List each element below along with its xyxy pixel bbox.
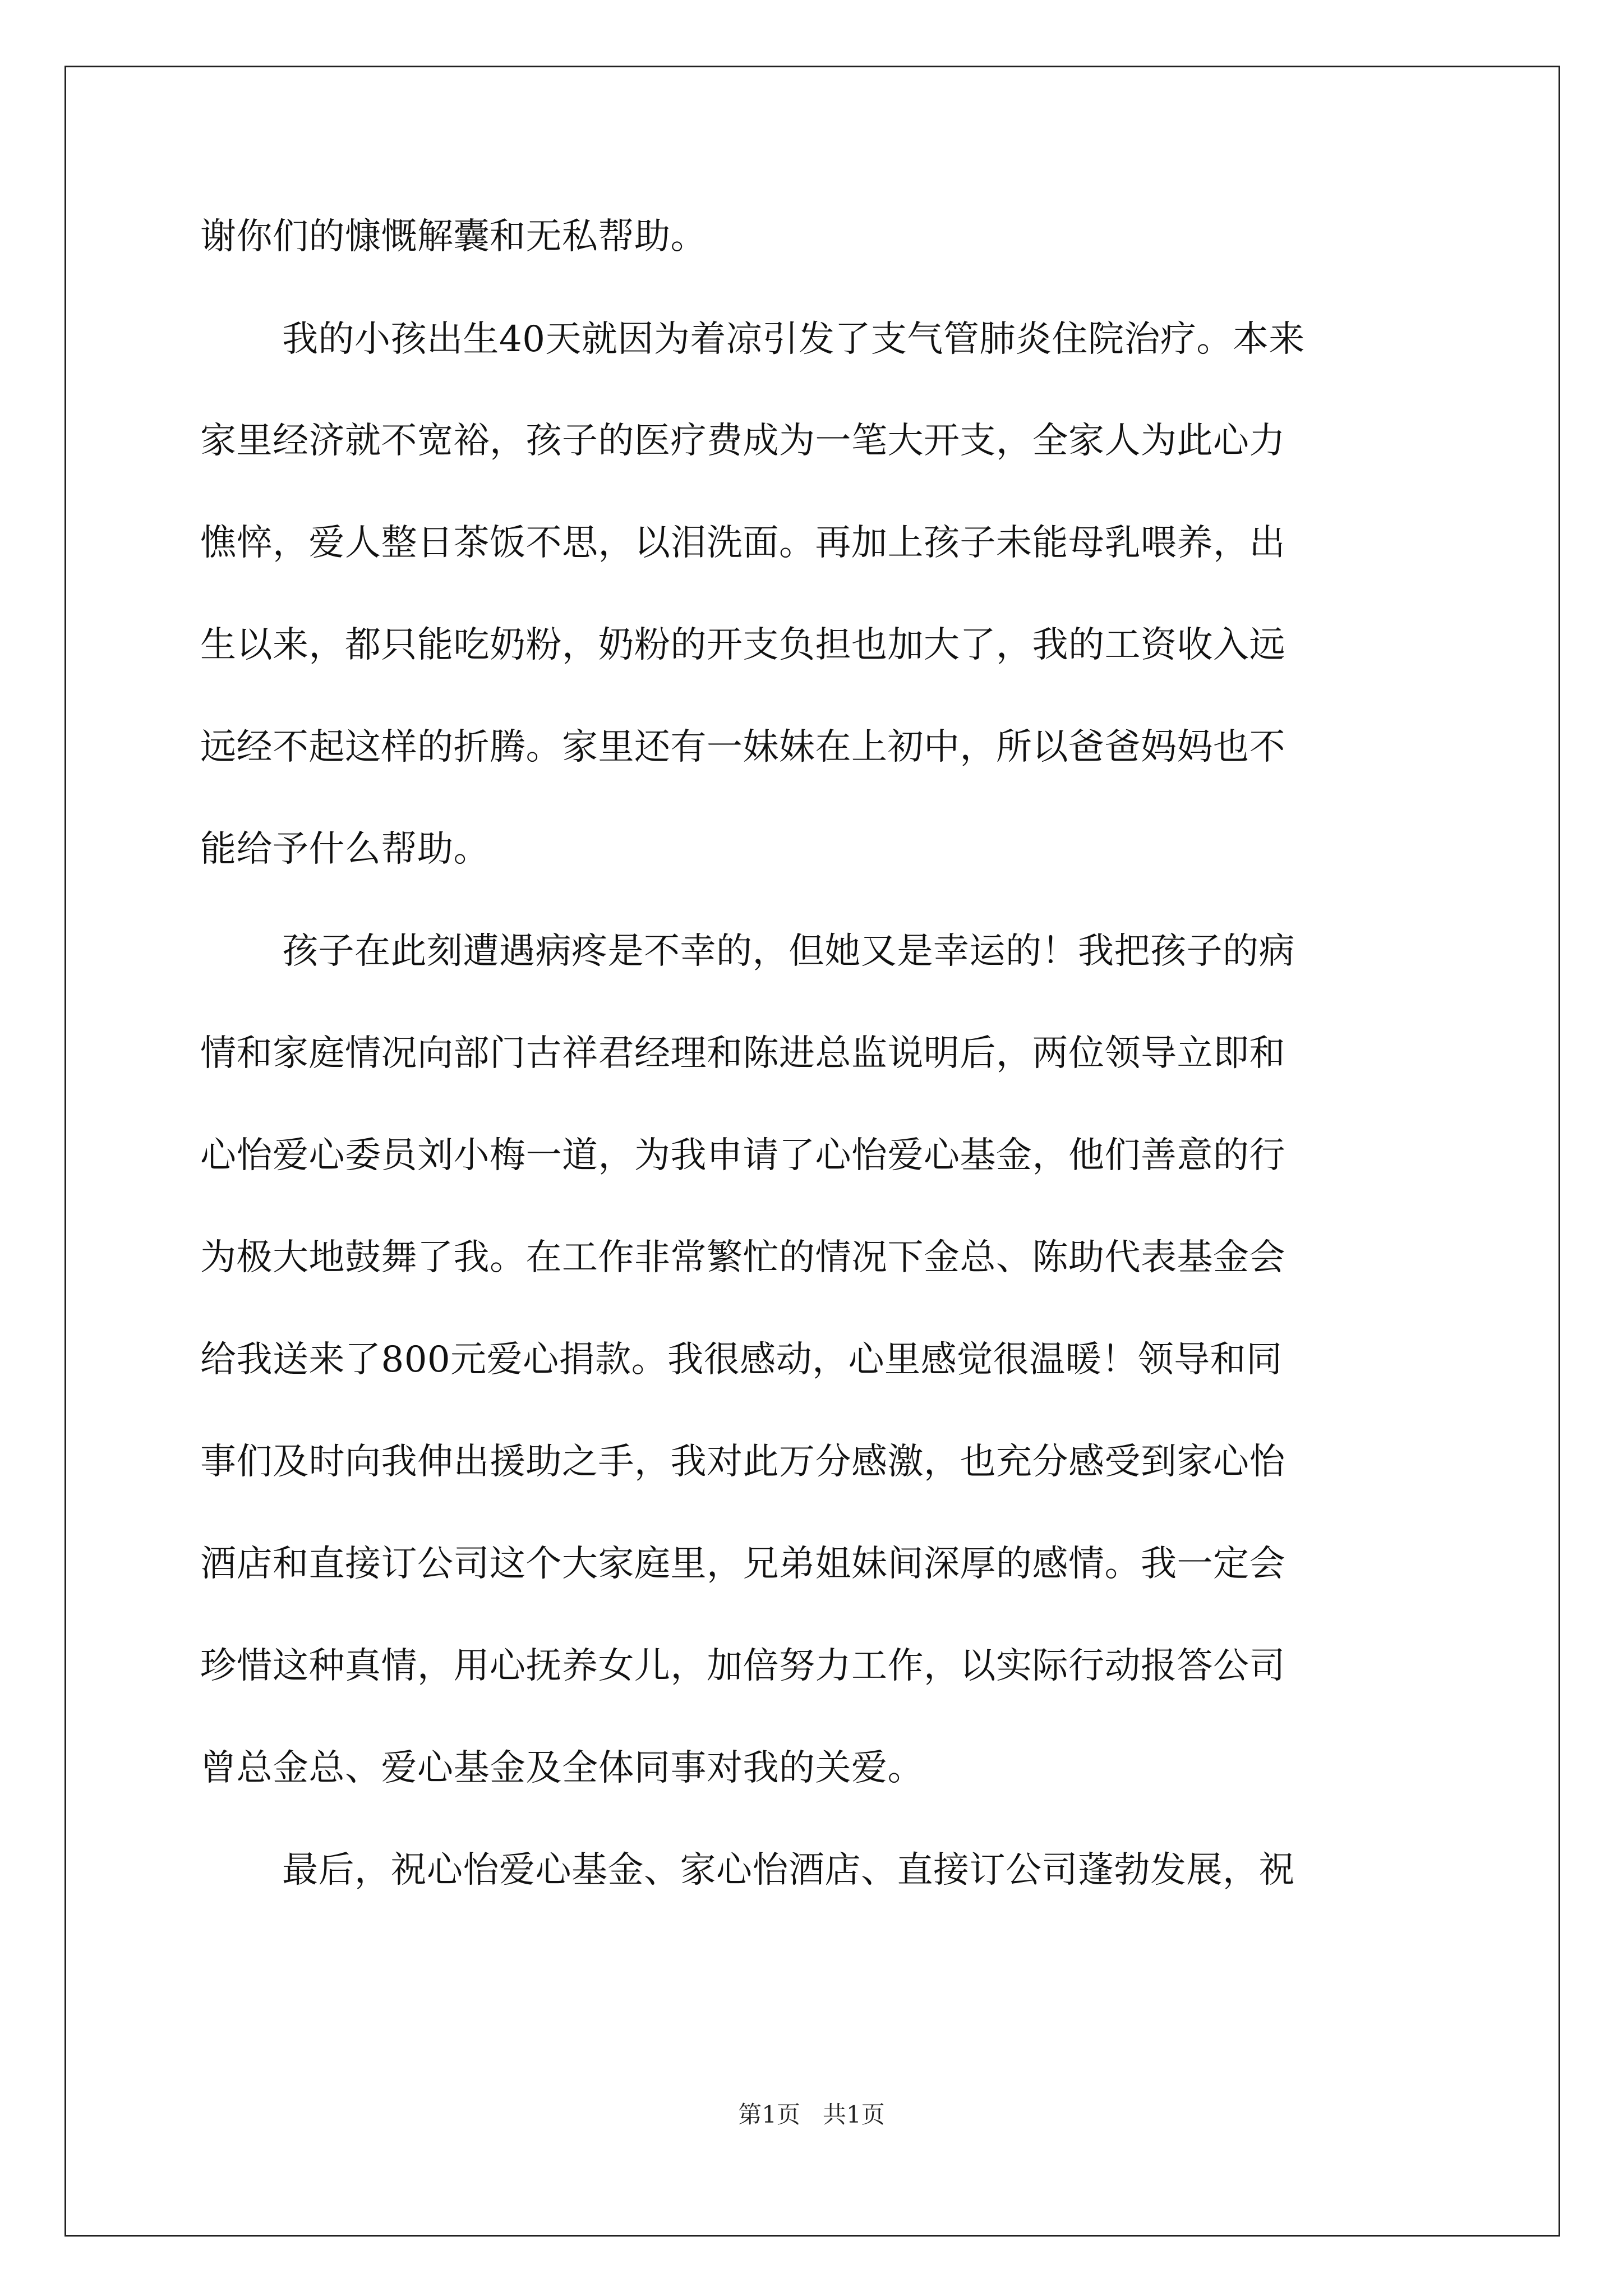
text-line: 情和家庭情况向部门古祥君经理和陈进总监说明后，两位领导立即和 xyxy=(200,1033,1285,1074)
text-line: 能给予什么帮助。 xyxy=(200,829,490,870)
page-number-label: 第1页 xyxy=(738,2101,800,2128)
text-line: 曾总金总、爱心基金及全体同事对我的关爱。 xyxy=(200,1747,924,1789)
text-line: 谢你们的慷慨解囊和无私帮助。 xyxy=(200,216,707,257)
text-line: 珍惜这种真情，用心抚养女儿，加倍努力工作，以实际行动报答公司 xyxy=(200,1645,1285,1687)
text-line: 心怡爱心委员刘小梅一道，为我申请了心怡爱心基金，他们善意的行 xyxy=(200,1135,1285,1176)
paragraph-start-line: 我的小孩出生40天就因为着凉引发了支气管肺炎住院治疗。本来 xyxy=(282,319,1305,360)
text-line: 远经不起这样的折腾。家里还有一妹妹在上初中，所以爸爸妈妈也不 xyxy=(200,726,1285,768)
text-line: 酒店和直接订公司这个大家庭里，兄弟姐妹间深厚的感情。我一定会 xyxy=(200,1543,1285,1585)
text-line: 事们及时向我伸出援助之手，我对此万分感激，也充分感受到家心怡 xyxy=(200,1441,1285,1483)
text-line: 生以来，都只能吃奶粉，奶粉的开支负担也加大了，我的工资收入远 xyxy=(200,624,1285,666)
text-line: 给我送来了800元爱心捐款。我很感动，心里感觉很温暖！领导和同 xyxy=(200,1339,1283,1381)
text-line: 为极大地鼓舞了我。在工作非常繁忙的情况下金总、陈助代表基金会 xyxy=(200,1237,1285,1278)
page-footer xyxy=(0,2098,1623,2132)
text-line: 家里经济就不宽裕，孩子的医疗费成为一笔大开支，全家人为此心力 xyxy=(200,420,1285,462)
paragraph-start-line: 最后，祝心怡爱心基金、家心怡酒店、直接订公司蓬勃发展，祝 xyxy=(282,1849,1295,1891)
paragraph-start-line: 孩子在此刻遭遇病疼是不幸的，但她又是幸运的！我把孩子的病 xyxy=(282,931,1295,972)
page-total-label: 共1页 xyxy=(823,2101,885,2128)
text-line: 憔悴，爱人整日茶饭不思，以泪洗面。再加上孩子未能母乳喂养，出 xyxy=(200,522,1285,564)
